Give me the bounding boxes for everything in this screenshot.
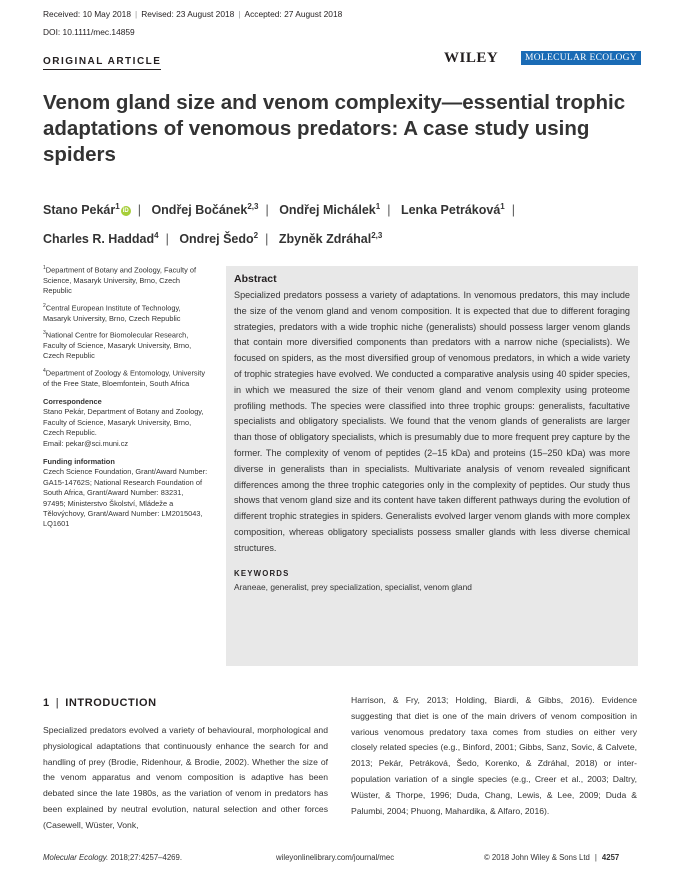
abstract-text: Specialized predators possess a variety of adaptations. In venomous predators, this may include the size of the venom gland and venom composition. It is expected that due to different foraging strategies, predators with a wide trophic niche (generalists) should possess larger venom glands that contain more diversified components than predators with a narrow niche (specialists). We focused on spiders, as the most diversified group of venomous predators, in which a wide variety of trophic strategies have evolved. We conducted a comparative analysis using 40 spider species, in which we measured the size of their venom gland and venom complexity using proteome profiling methods. The species were classified into three trophic groups: generalists, facultative specialists and obligatory specialists. We found that the venom glands of generalists are larger than those of obligatory specialists, which is presumably due to more frequent prey capture by the former. The complexity of venom of peptides (2–15 kDa) and proteins (15–250 kDa) was more diverse in generalists than in specialists. Multivariate analysis of venom revealed significant differences among the three trophic categories only in the complexity of peptides. Our study thus shows that venom gland size and its content have taken different pathways during the evolution of different trophic strategies in spiders. Generalists evolved larger venom glands with more complex composition, whereas obligatory specialists possess smaller glands with less diverse chemical structures. (234, 290, 630, 553)
author-list: Stano Pekár$^1$iD | Ondřej Bočánek$^{2,3}$ | Ondřej Michálek$^1$ | Lenka Petráková$^1$ | Charles R. Haddad$^4$ | Ondrej Šedo$^2$ | Zbyněk Zdráhal$^{2,3}$ (43, 202, 515, 247)
footer-journal: Molecular Ecology. (43, 853, 109, 862)
affiliations-column (43, 263, 208, 530)
author[interactable]: Ondrej Šedo$^2$ (179, 231, 259, 247)
author[interactable]: Charles R. Haddad$^4$ (43, 231, 159, 247)
section-number: 1 (43, 697, 50, 709)
intro-heading: 1 | INTRODUCTION (43, 697, 157, 709)
author[interactable]: Stano Pekár$^1$iD (43, 202, 129, 218)
affiliation: $^4$Department of Zoology & Entomology, University of the Free State, Bloemfontein, South Africa (43, 367, 206, 388)
intro-column-2: Harrison, & Fry, 2013; Holding, Biardi, & Gibbs, 2016). Evidence suggesting that diet is one of the main drivers of venom composition in various venomous predatory taxa comes from studies on either very closely related species (e.g., Binford, 2001; Gibbs, Sanz, Sovic, & Calvete, 2013; Pekár, Petráková, Šedo, Korenko, & Zdráhal, 2018) or inter-population variation of a single species (e.g., Creer et al., 2003; Daltry, Wüster, & Thorpe, 1996; Duda, Chang, Lewis, & Lee, 2009; Duda & Palumbi, 2004; Phuong, Mahardika, & Alfaro, 2016). (351, 695, 637, 816)
footer-copyright: © 2018 John Wiley & Sons Ltd | 4257 (484, 853, 620, 862)
orcid-icon[interactable]: iD (122, 208, 129, 215)
section-label: ORIGINAL ARTICLE (43, 56, 161, 70)
accepted-date: Accepted: 27 August 2018 (244, 9, 343, 19)
section-title: INTRODUCTION (65, 697, 157, 709)
affiliation: $^3$National Centre for Biomolecular Research, Faculty of Science, Masaryk University, Brno, Czech Republic (43, 329, 192, 361)
publisher-logo[interactable]: WILEY (444, 50, 499, 66)
funding-heading: Funding information (43, 456, 115, 466)
correspondence-text: Stano Pekár, Department of Botany and Zoology, Faculty of Science, Masaryk University, Brno, Czech Republic. (43, 407, 204, 438)
footer-citation: Molecular Ecology. 2018;27:4257–4269. (43, 853, 183, 862)
correspondence-email[interactable]: Email: pekar@sci.muni.cz (43, 438, 129, 448)
keywords-label: KEYWORDS (234, 568, 290, 578)
author[interactable]: Ondřej Bočánek$^{2,3}$ (151, 202, 259, 218)
affiliation: $^1$Department of Botany and Zoology, Faculty of Science, Masaryk University, Brno, Czech Republic (43, 265, 197, 296)
received-date: Received: 10 May 2018 (43, 9, 131, 19)
abstract-box (226, 266, 638, 666)
funding-text: Czech Science Foundation, Grant/Award Number: GA15-14762S; National Research Foundation of South Africa, Grant/Award Number: 83231, 97495; Ministerstvo Školství, Mládeže a Tělovýchovy, Grant/Award Number: LM2015043, LQ1601 (43, 467, 208, 529)
abstract-heading: Abstract (234, 273, 277, 285)
journal-badge[interactable]: MOLECULAR ECOLOGY (521, 51, 641, 65)
affiliation: $^2$Central European Institute of Technology, Masaryk University, Brno, Czech Republic (43, 302, 181, 323)
author[interactable]: Ondřej Michálek$^1$ (279, 202, 381, 218)
intro-column-1: Specialized predators evolved a variety of behavioural, morphological and physiological adaptations that continuously enhance the search for and handling of prey (Brodie, Ridenhour, & Brodie, 2002). Whether the size of the venom apparatus and venom composition is adaptive has been debated since the late 1980s, as the variation of venom in predators has been explained by neutral evolution, natural selection and other forces (Casewell, Wüster, Vonk, (43, 725, 328, 830)
author[interactable]: Zbyněk Zdráhal$^{2,3}$ (278, 231, 383, 247)
revised-date: Revised: 23 August 2018 (141, 9, 235, 19)
page-number: 4257 (601, 853, 620, 862)
footer-url[interactable]: wileyonlinelibrary.com/journal/mec (276, 853, 395, 862)
article-dates: Received: 10 May 2018 | Revised: 23 August 2018 | Accepted: 27 August 2018 (43, 9, 343, 19)
article-title: Venom gland size and venom complexity—essential trophic adaptations of venomous predators: A case study using spiders (43, 91, 626, 166)
doi[interactable]: DOI: 10.1111/mec.14859 (43, 27, 135, 37)
keywords-text: Araneae, generalist, prey specialization, specialist, venom gland (234, 581, 472, 592)
author[interactable]: Lenka Petráková$^1$ (400, 202, 505, 218)
correspondence-heading: Correspondence (43, 396, 102, 406)
